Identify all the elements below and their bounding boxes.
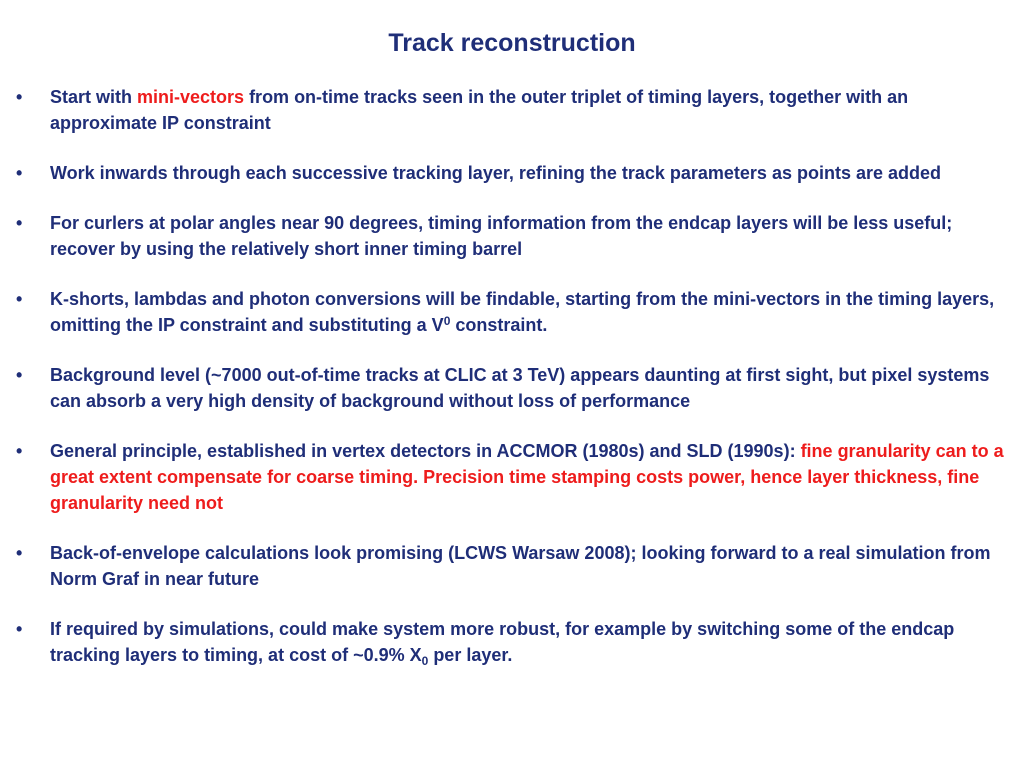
superscript: 0 [443,314,451,328]
bullet-item [16,160,1006,186]
bullet-text: General principle, established in vertex detectors in ACCMOR (1980s) and SLD (1990s): [50,441,801,461]
bullet-highlight: fine granularity can to a great extent compensate for coarse timing. Precision time stamping costs power, hence layer thickness, fine granularity need not [50,441,1004,513]
bullet-dot-icon: • [16,163,23,183]
slide-title: Track reconstruction [388,29,636,57]
bullet-text: Back-of-envelope calculations look promising (LCWS Warsaw 2008); looking forward to a real simulation from Norm Graf in near future [50,543,991,589]
bullet-text: For curlers at polar angles near 90 degrees, timing information from the endcap layers will be less useful; recover by using the relatively short inner timing barrel [50,213,953,259]
bullet-dot-icon: • [16,441,23,461]
bullet-text: K-shorts, lambdas and photon conversions will be findable, starting from the mini-vectors in the timing layers, omitting the IP constraint and substituting a V [50,289,995,335]
bullet-item [16,286,1006,338]
bullet-text: Background level (~7000 out-of-time tracks at CLIC at 3 TeV) appears daunting at first sight, but pixel systems can absorb a very high density of background without loss of performance [50,365,990,411]
bullet-item [16,210,1006,262]
bullet-dot-icon: • [16,87,23,107]
bullet-highlight: mini-vectors [137,87,245,107]
bullet-text: Work inwards through each successive tracking layer, refining the track parameters as points are added [50,163,941,183]
bullet-item [16,438,1006,516]
bullet-dot-icon: • [16,213,23,233]
bullet-text: If required by simulations, could make system more robust, for example by switching some of the endcap tracking layers to timing, at cost of ~0.9% X [50,619,955,665]
bullet-item [16,616,1006,668]
bullet-item [16,362,1006,414]
bullet-item [16,540,1006,592]
bullet-dot-icon: • [16,543,23,563]
bullet-text: constraint. [450,315,548,335]
bullet-text: per layer. [428,645,513,665]
bullet-dot-icon: • [16,365,23,385]
bullet-text: from on-time tracks seen in the outer triplet of timing layers, together with an approximate IP constraint [50,87,909,133]
subscript: 0 [421,654,429,668]
bullet-dot-icon: • [16,619,23,639]
bullet-text: Start with [50,87,138,107]
bullet-dot-icon: • [16,289,23,309]
bullet-list [16,84,1006,692]
bullet-item [16,84,1006,136]
